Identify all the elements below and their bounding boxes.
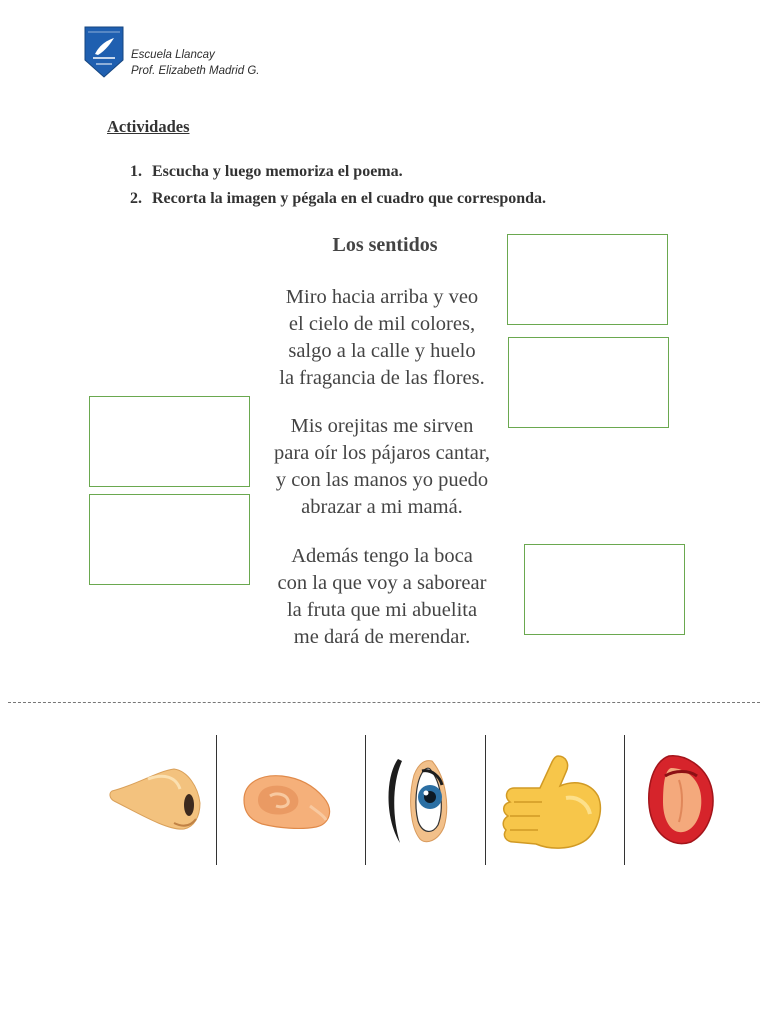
- poem-line: Miro hacia arriba y veo: [285, 286, 479, 308]
- separator-line: [624, 735, 625, 865]
- school-logo-icon: [84, 26, 124, 78]
- paste-box[interactable]: [507, 234, 668, 325]
- paste-box[interactable]: [89, 396, 250, 487]
- poem-line: el cielo de mil colores,: [288, 313, 476, 335]
- poem-line: y con las manos yo puedo: [275, 469, 489, 491]
- poem-line: me dará de merendar.: [293, 626, 471, 648]
- instruction-number: 2.: [130, 190, 142, 207]
- poem-stanza: [248, 284, 516, 392]
- eye-icon[interactable]: [380, 757, 460, 847]
- poem-line: la fruta que mi abuelita: [286, 599, 478, 621]
- instruction-text: Recorta la imagen y pégala en el cuadro que corresponda.: [152, 190, 547, 207]
- poem-line: Además tengo la boca: [291, 545, 473, 567]
- poem-stanza: [248, 543, 516, 651]
- hand-icon[interactable]: [500, 752, 604, 852]
- instruction-text: Escucha y luego memoriza el poema.: [152, 163, 403, 180]
- instruction-item: [130, 190, 546, 217]
- school-name: Escuela Llancay: [131, 49, 215, 61]
- nose-icon[interactable]: [108, 765, 204, 835]
- separator-line: [365, 735, 366, 865]
- ear-icon[interactable]: [238, 772, 336, 830]
- separator-line: [485, 735, 486, 865]
- activities-title: Actividades: [107, 117, 190, 136]
- poem-line: para oír los pájaros cantar,: [273, 442, 491, 464]
- poem-line: salgo a la calle y huelo: [288, 340, 476, 362]
- separator-line: [216, 735, 217, 865]
- poem-line: con la que voy a saborear: [277, 572, 487, 594]
- instruction-number: 1.: [130, 163, 142, 180]
- mouth-icon[interactable]: [645, 752, 717, 846]
- school-info: [131, 47, 259, 79]
- poem-stanza: [248, 413, 516, 521]
- paste-box[interactable]: [524, 544, 685, 635]
- instruction-item: [130, 163, 546, 190]
- poem-line: la fragancia de las flores.: [279, 367, 485, 389]
- poem-line: abrazar a mi mamá.: [301, 496, 463, 518]
- poem-line: Mis orejitas me sirven: [290, 415, 474, 437]
- paste-box[interactable]: [89, 494, 250, 585]
- poem-title: Los sentidos: [332, 234, 438, 256]
- instructions-list: [130, 163, 546, 217]
- teacher-name: Prof. Elizabeth Madrid G.: [131, 65, 260, 77]
- cut-line: [8, 702, 760, 703]
- paste-box[interactable]: [508, 337, 669, 428]
